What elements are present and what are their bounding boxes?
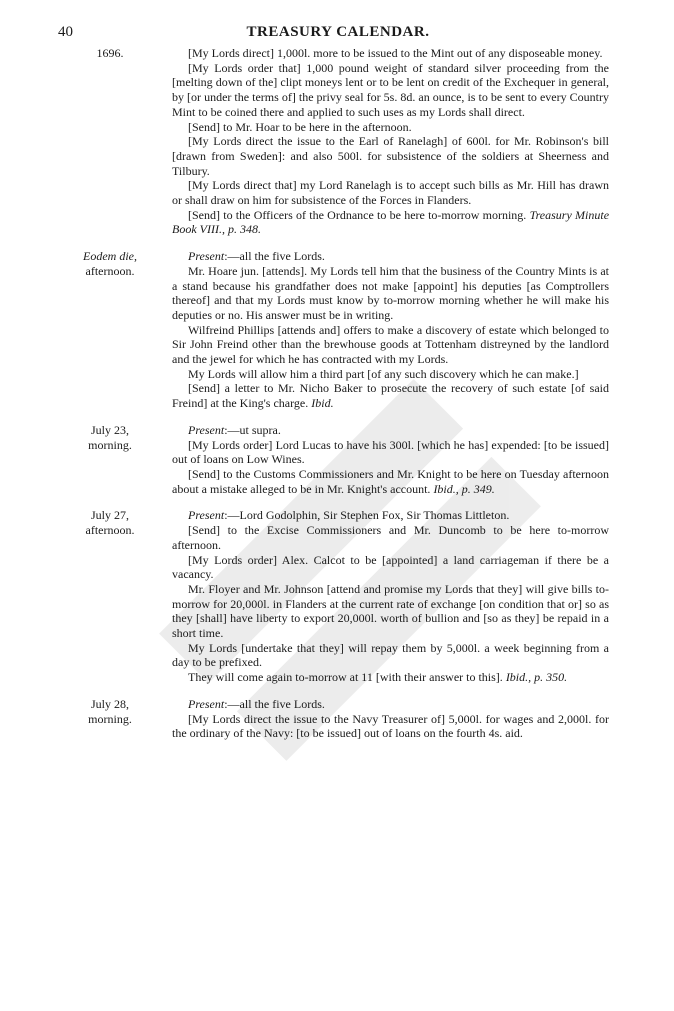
entry-paragraph	[172, 582, 609, 641]
entry-body	[172, 46, 609, 237]
margin-date	[56, 423, 164, 453]
margin-date-line: July 27,	[90, 508, 129, 523]
margin-date	[56, 508, 164, 538]
page-header	[58, 24, 618, 44]
margin-date-line: 1696.	[96, 46, 124, 60]
entry-paragraph	[172, 670, 609, 685]
margin-date	[56, 697, 164, 727]
present-text: :—Lord Godolphin, Sir Stephen Fox, Sir Thomas Littleton.	[224, 508, 510, 523]
present-line	[172, 508, 609, 523]
entry-body	[172, 508, 609, 684]
entry-section	[0, 46, 674, 237]
present-line	[172, 697, 609, 712]
present-text: :—all the five Lords.	[224, 249, 325, 264]
paragraph-text: [My Lords direct the issue to the Navy Treasurer of] 5,000l. for wages and 2,000l. for the ordinary of the Navy: [to be issued] out of loans on the fourth 4s. aid.	[172, 711, 609, 741]
page-number: 40	[58, 24, 73, 40]
margin-date	[56, 249, 164, 279]
paragraph-text: [Send] to Mr. Hoar to be here in the afternoon.	[188, 119, 412, 134]
entry-section	[0, 697, 674, 741]
paragraph-text: Mr. Floyer and Mr. Johnson [attend and promise my Lords that they] will give bills to-morrow for 20,000l. in Flanders at the current rate of exchange [on condition that or] so as they [shall] have liberty to export 20,000l. worth of bullion and [so as they] be repaid in a short time.	[172, 581, 609, 641]
entry-body	[172, 249, 609, 411]
margin-date	[56, 46, 164, 61]
paragraph-text: [My Lords direct] 1,000l. more to be issued to the Mint out of any disposeable money.	[188, 46, 603, 60]
present-label: Present	[188, 508, 225, 523]
margin-date-line: afternoon.	[85, 523, 135, 538]
paragraph-text: [My Lords order] Alex. Calcot to be [appointed] a land carriageman if there be a vacancy.	[172, 552, 609, 582]
entry-paragraph	[172, 178, 609, 207]
source-reference: Treasury Minute Book VIII., p. 348.	[172, 207, 610, 237]
entry-paragraph	[172, 438, 609, 467]
entry-paragraph	[172, 323, 609, 367]
paragraph-text: [My Lords direct that] my Lord Ranelagh is to accept such bills as Mr. Hill has drawn or shall draw on him for subsistence of the Forces in Flanders.	[172, 178, 609, 208]
margin-date-line: Eodem die,	[83, 249, 137, 264]
paragraph-text: My Lords [undertake that they] will repay them by 5,000l. a week beginning from a day to be prefixed.	[172, 640, 609, 670]
paragraph-text: [Send] to the Officers of the Ordnance to be here to-morrow morning.	[188, 207, 527, 222]
margin-date-line: afternoon.	[85, 264, 135, 279]
entry-paragraph	[172, 46, 609, 61]
paragraph-text: Wilfreind Phillips [attends and] offers to make a discovery of estate which belonged to Sir John Freind other than the brewhouse goods at Tottenham distreyned by the landlord and the jewel for which he has contracted with my Lords.	[172, 322, 609, 367]
entry-body	[172, 697, 609, 741]
entry-body	[172, 423, 609, 497]
present-line	[172, 249, 609, 264]
present-label: Present	[188, 422, 225, 437]
present-label: Present	[188, 696, 225, 711]
paragraph-text: My Lords will allow him a third part [of any such discovery which he can make.]	[188, 366, 579, 381]
source-reference: Ibid., p. 349.	[433, 481, 495, 496]
document-body	[0, 46, 674, 753]
source-reference: Ibid., p. 350.	[505, 670, 568, 685]
present-label: Present	[188, 249, 225, 264]
present-line	[172, 423, 609, 438]
paragraph-text: [My Lords order that] 1,000 pound weight of standard silver proceeding from the [melting down of the] clipt moneys lent or to be lent on credit of the Exchequer in general, by [or under the terms of] the privy seal for 5s. 8d. an ounce, is to be sent to every Country Mint to be coined there and applied to such uses as my Lords shall direct.	[172, 60, 609, 119]
entry-paragraph	[172, 61, 609, 120]
paragraph-text: [Send] a letter to Mr. Nicho Baker to prosecute the recovery of such estate [of said Freind] at the King's charge.	[172, 381, 609, 411]
present-text: :—ut supra.	[224, 422, 281, 437]
present-text: :—all the five Lords.	[224, 696, 325, 711]
running-title: TREASURY CALENDAR.	[246, 24, 430, 40]
entry-paragraph	[172, 208, 609, 237]
entry-section	[0, 423, 674, 497]
entry-paragraph	[172, 712, 609, 741]
entry-paragraph	[172, 367, 609, 382]
entry-paragraph	[172, 120, 609, 135]
entry-paragraph	[172, 381, 609, 410]
paragraph-text: [My Lords direct the issue to the Earl of Ranelagh] of 600l. for Mr. Robinson's bill [drawn from Sweden]: and also 500l. for subsistence of the soldiers at Sheerness and Tilbury.	[172, 134, 609, 178]
entry-paragraph	[172, 467, 609, 496]
entry-paragraph	[172, 553, 609, 582]
paragraph-text: [Send] to the Excise Commissioners and Mr. Duncomb to be here to-morrow afternoon.	[172, 523, 609, 552]
paragraph-text: They will come again to-morrow at 11 [with their answer to this].	[188, 670, 503, 685]
entry-paragraph	[172, 264, 609, 323]
margin-date-line: July 23,	[90, 422, 129, 437]
entry-paragraph	[172, 523, 609, 552]
entry-paragraph	[172, 641, 609, 670]
entry-section	[0, 508, 674, 684]
entry-section	[0, 249, 674, 411]
paragraph-text: Mr. Hoare jun. [attends]. My Lords tell him that the business of the Country Mints is at a stand because his grandfather does not make [appoint] his deputies [as Comptrollers thereof] and that my Lords must know by to-morrow morning whether he will make his deputies or no. His answer must be in writing.	[172, 263, 609, 322]
margin-date-line: morning.	[88, 437, 132, 452]
entry-paragraph	[172, 134, 609, 178]
margin-date-line: morning.	[88, 711, 132, 726]
paragraph-text: [My Lords order] Lord Lucas to have his 300l. [which he has] expended: [to be issued] out of loans on Low Wines.	[172, 437, 609, 467]
source-reference: Ibid.	[311, 396, 334, 411]
margin-date-line: July 28,	[90, 696, 129, 711]
paragraph-text: [Send] to the Customs Commissioners and Mr. Knight to be here on Tuesday afternoon about a mistake alleged to be in Mr. Knight's account.	[172, 466, 609, 496]
